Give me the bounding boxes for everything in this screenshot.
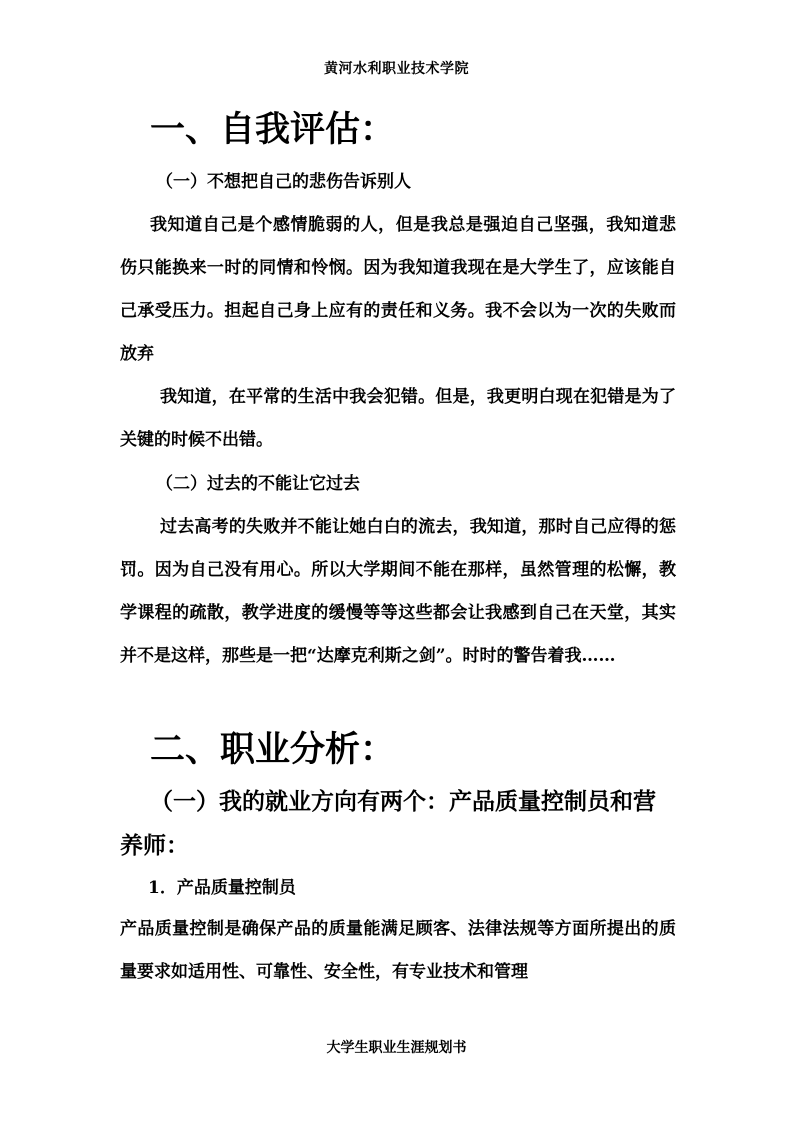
paragraph-3: 过去高考的失败并不能让她白白的流去，我知道，那时自己应得的惩罚。因为自己没有用心。所以大学期间不能在那样，虽然管理的松懈，教学课程的疏散，教学进度的缓慢等等这些都会让我感到自己在天堂，其实并不是这样，那些是一把“达摩克利斯之剑”。时时的警告着我…… — [120, 517, 676, 666]
section-spacer — [120, 678, 676, 720]
subsection-1-title: （一）不想把自己的悲伤告诉别人 — [156, 172, 411, 192]
item-quality-controller-title: 1．产品质量控制员 — [148, 878, 296, 898]
page-header: 黄河水利职业技术学院 — [324, 61, 469, 77]
section-self-assessment-title: 一、自我评估： — [150, 109, 396, 150]
subsection-2-title: （二）过去的不能让它过去 — [156, 474, 360, 494]
page-content — [120, 100, 676, 994]
page-footer: 大学生职业生涯规划书 — [326, 1040, 467, 1056]
subsection-career-direction-title: （一）我的就业方向有两个：产品质量控制员和营养师： — [120, 788, 656, 859]
paragraph-1: 我知道自己是个感情脆弱的人，但是我总是强迫自己坚强，我知道悲伤只能换来一时的同情和怜悯。因为我知道我现在是大学生了，应该能自己承受压力。担起自己身上应有的责任和义务。我不会以为一次的失败而放弃 — [120, 215, 676, 364]
paragraph-quality-control: 产品质量控制是确保产品的质量能满足顾客、法律法规等方面所提出的质量要求如适用性、可靠性、安全性，有专业技术和管理 — [120, 919, 676, 982]
section-career-analysis-title: 二、职业分析： — [150, 729, 396, 770]
paragraph-2: 我知道，在平常的生活中我会犯错。但是，我更明白现在犯错是为了关键的时候不出错。 — [120, 387, 676, 450]
